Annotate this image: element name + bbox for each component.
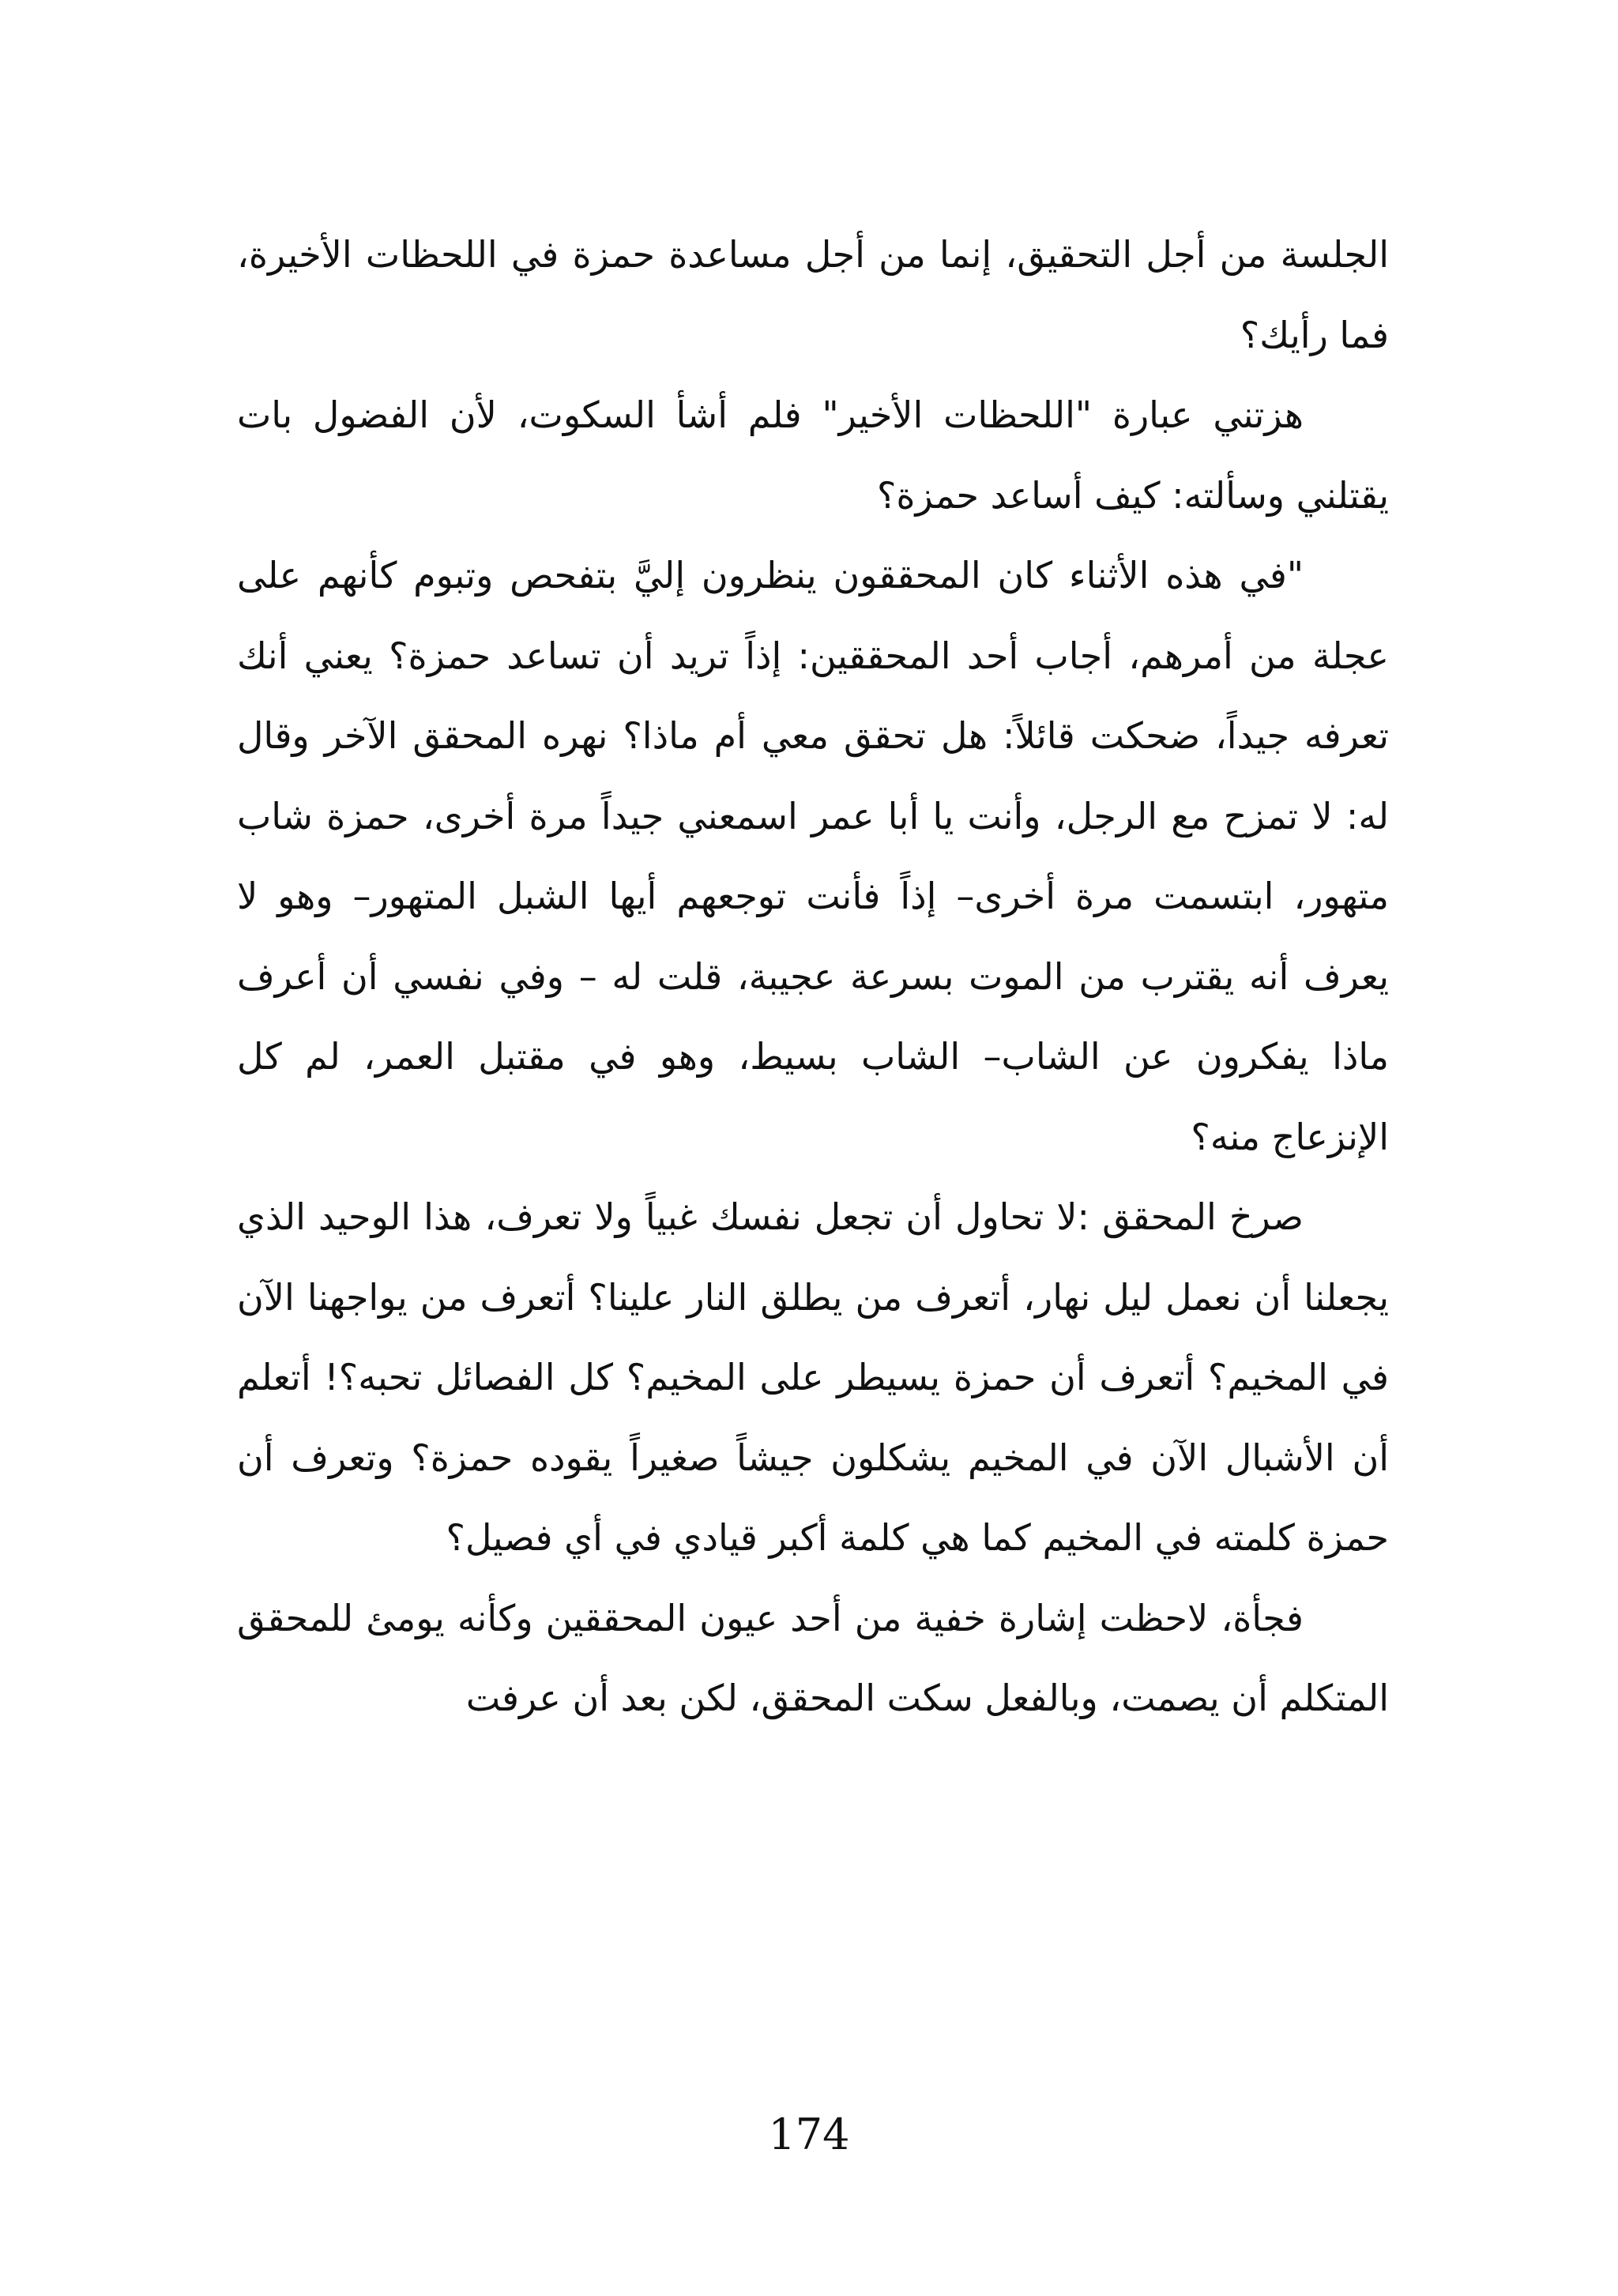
page-body-text (237, 215, 1389, 1739)
paragraph-5: فجأة، لاحظت إشارة خفية من أحد عيون المحققين وكأنه يومئ للمحقق المتكلم أن يصمت، وبالفعل سكت المحقق، لكن بعد أن عرفت (237, 1596, 1389, 1719)
paragraph-1: الجلسة من أجل التحقيق، إنما من أجل مساعدة حمزة في اللحظات الأخيرة، فما رأيك؟ (237, 233, 1389, 356)
page-number: 174 (768, 2110, 850, 2159)
paragraph-4: صرخ المحقق :لا تحاول أن تجعل نفسك غبياً ولا تعرف، هذا الوحيد الذي يجعلنا أن نعمل ليل نهار، أتعرف من يطلق النار علينا؟ أتعرف من يواجهنا الآن في المخيم؟ أتعرف أن حمزة يسيطر على المخيم؟ كل الفصائل تحبه؟! أتعلم أن الأشبال الآن في المخيم يشكلون جيشاً صغيراً يقوده حمزة؟ وتعرف أن حمزة كلمته في المخيم كما هي كلمة أكبر قيادي في أي فصيل؟ (237, 1195, 1389, 1559)
paragraph-3: "في هذه الأثناء كان المحققون ينظرون إليَّ بتفحص وتبوم كأنهم على عجلة من أمرهم، أجاب أحد المحققين: إذاً تريد أن تساعد حمزة؟ يعني أنك تعرفه جيداً، ضحكت قائلاً: هل تحقق معي أم ماذا؟ نهره المحقق الآخر وقال له: لا تمزح مع الرجل، وأنت يا أبا عمر اسمعني جيداً مرة أخرى، حمزة شاب متهور، ابتسمت مرة أخرى– إذاً فأنت توجعهم أيها الشبل المتهور– وهو لا يعرف أنه يقترب من الموت بسرعة عجيبة، قلت له – وفي نفسي أن أعرف ماذا يفكرون عن الشاب– الشاب بسيط، وهو في مقتبل العمر، لم كل الإنزعاج منه؟ (237, 554, 1389, 1158)
paragraph-2: هزتني عبارة "اللحظات الأخير" فلم أشأ السكوت، لأن الفضول بات يقتلني وسألته: كيف أساعد حمزة؟ (237, 393, 1389, 517)
